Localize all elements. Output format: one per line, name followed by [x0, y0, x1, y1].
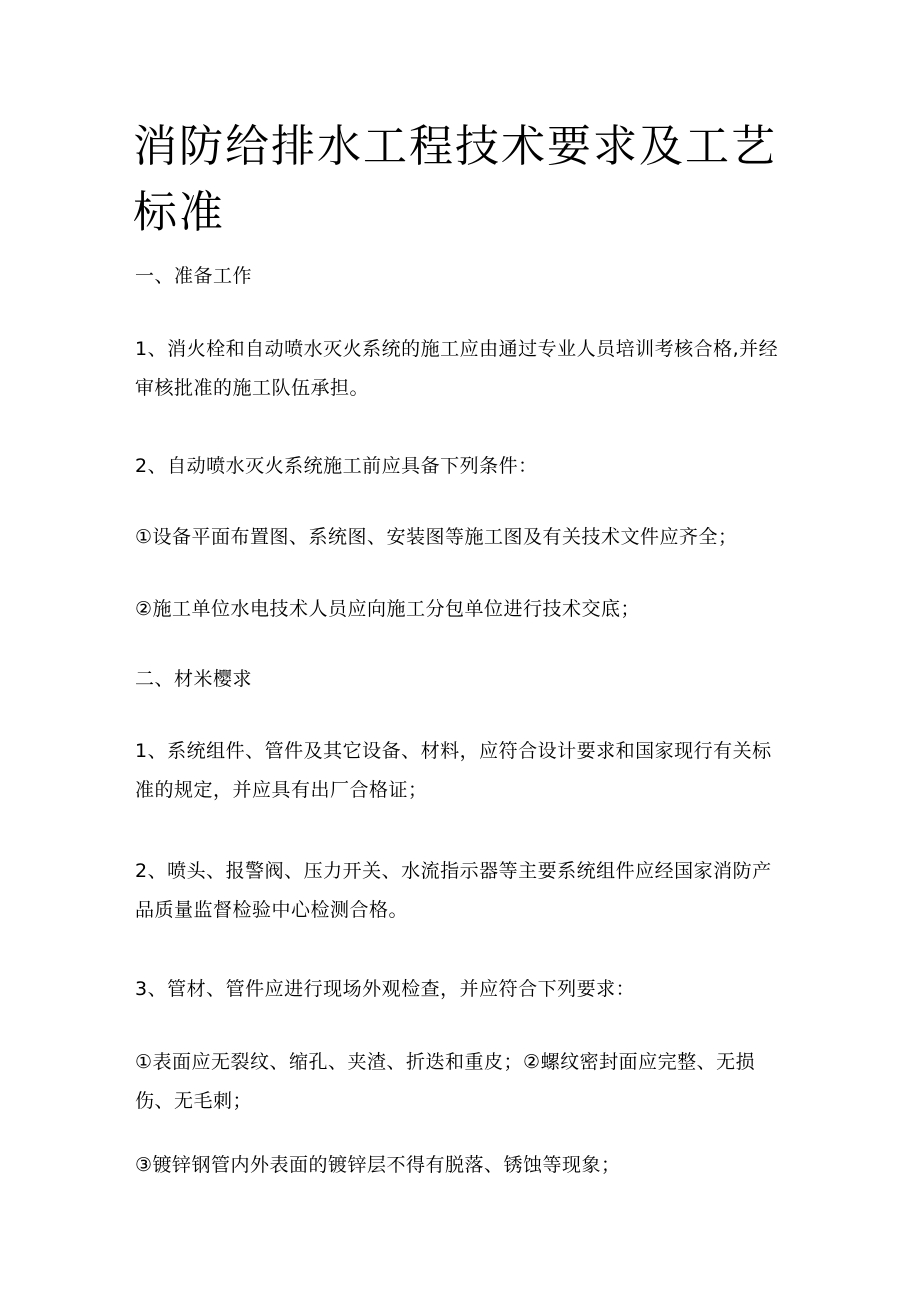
paragraph: ①表面应无裂纹、缩孔、夹渣、折迭和重皮；②螺纹密封面应完整、无损伤、无毛刺； [135, 1051, 756, 1112]
paragraph: ①设备平面布置图、系统图、安装图等施工图及有关技术文件应齐全； [135, 526, 738, 548]
paragraph: ②施工单位水电技术人员应向施工分包单位进行技术交底； [135, 598, 641, 620]
section-heading-preparation: 一、准备工作 [135, 265, 253, 287]
paragraph: 3、管材、管件应进行现场外观检查，并应符合下列要求： [135, 978, 636, 1000]
document-title: 消防给排水工程技术要求及工艺标准 [133, 121, 777, 238]
paragraph: 2、喷头、报警阀、压力开关、水流指示器等主要系统组件应经国家消防产品质量监督检验中心检测合格。 [135, 860, 772, 921]
paragraph: 2、自动喷水灭火系统施工前应具备下列条件： [135, 455, 538, 477]
paragraph: 1、消火栓和自动喷水灭火系统的施工应由通过专业人员培训考核合格,并经审核批准的施工队伍承担。 [135, 338, 779, 399]
paragraph: 1、系统组件、管件及其它设备、材料，应符合设计要求和国家现行有关标准的规定，并应具有出厂合格证； [135, 740, 772, 801]
paragraph: ③镀锌钢管内外表面的镀锌层不得有脱落、锈蚀等现象； [135, 1154, 621, 1176]
section-heading-materials: 二、材米樱求 [135, 668, 253, 690]
